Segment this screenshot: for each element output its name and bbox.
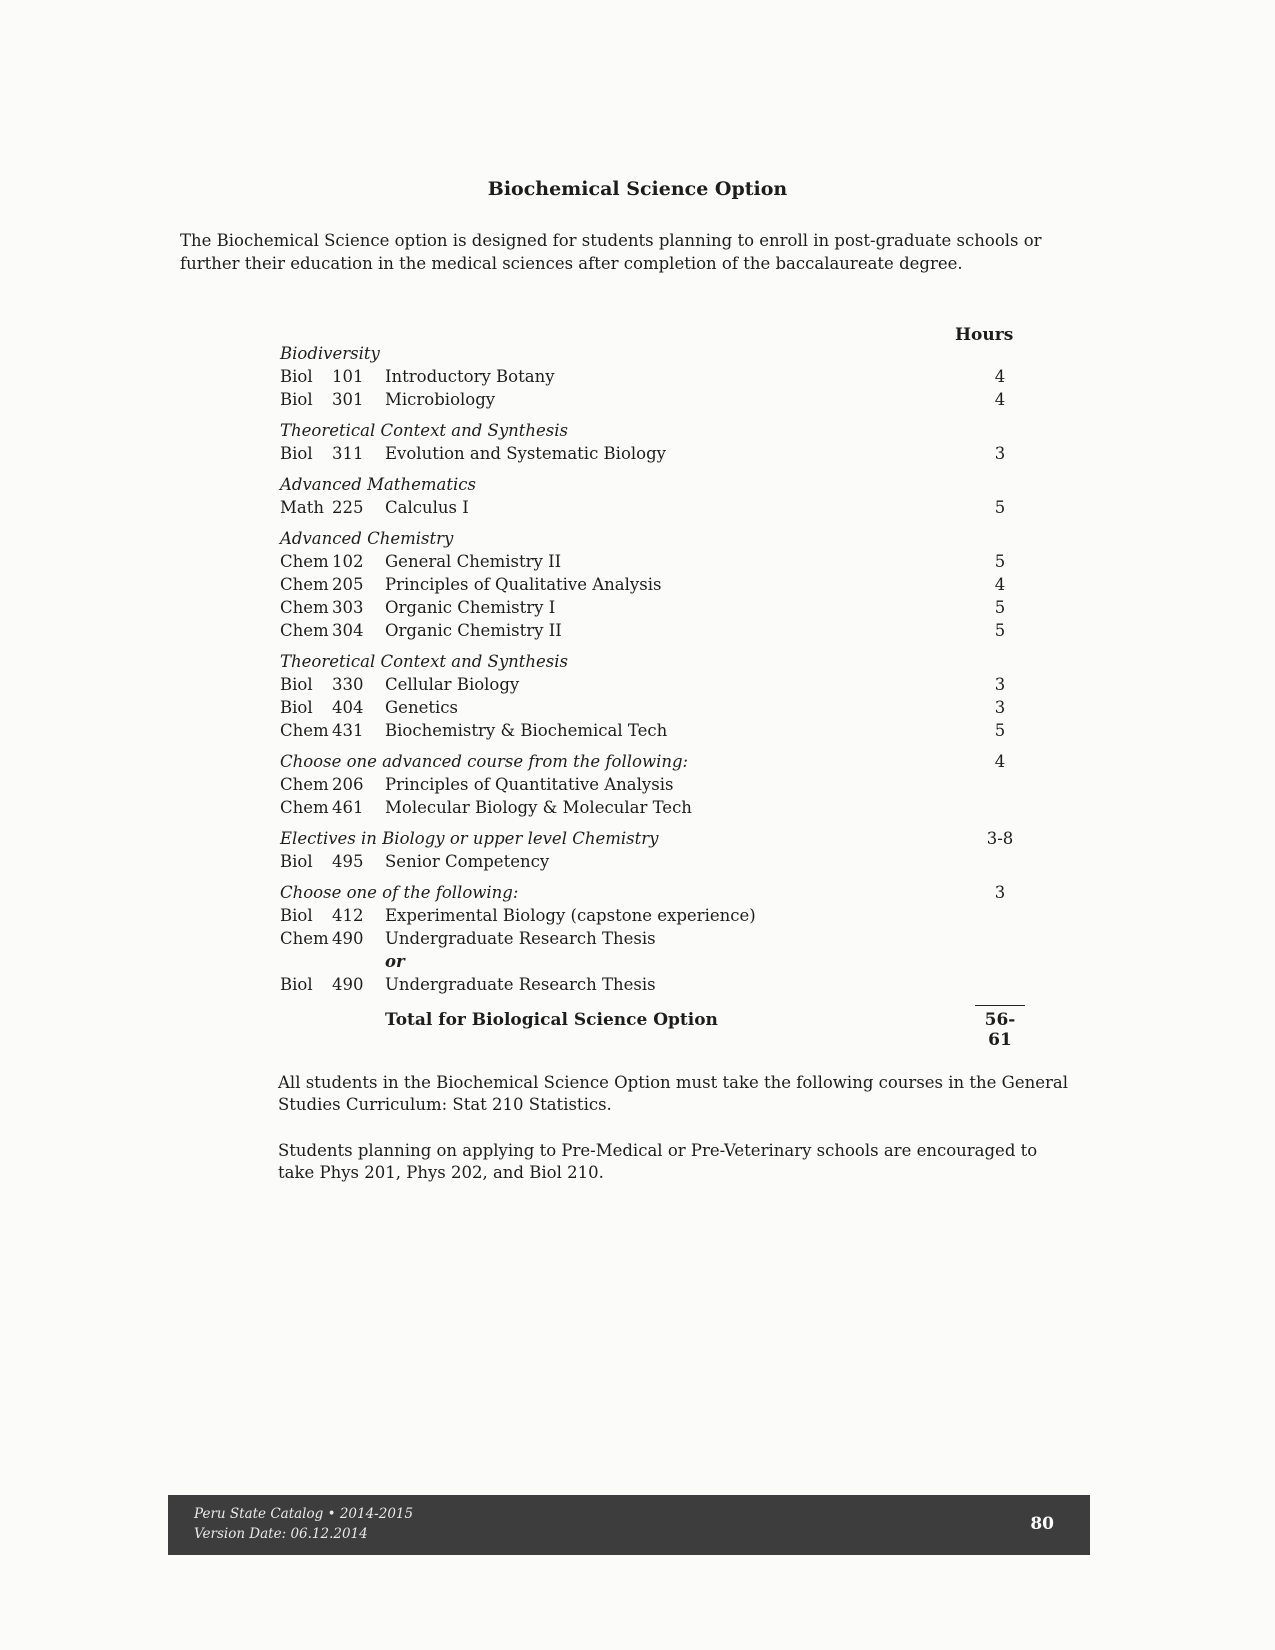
course-row (280, 550, 1040, 573)
course-dept: Biol (280, 852, 313, 871)
course-number: 490 (332, 929, 364, 948)
requirement-section (280, 527, 1040, 642)
course-hours: 5 (994, 498, 1006, 517)
course-title: Calculus I (385, 498, 469, 517)
course-row (280, 773, 1040, 796)
course-title: Introductory Botany (385, 367, 555, 386)
course-dept: Biol (280, 906, 313, 925)
section-heading (280, 527, 1040, 550)
course-title: Genetics (385, 698, 458, 717)
course-number: 330 (332, 675, 364, 694)
course-dept: Chem (280, 929, 329, 948)
course-hours: 5 (994, 552, 1006, 571)
section-hours: 3-8 (986, 829, 1014, 848)
section-heading-text: Theoretical Context and Synthesis (280, 421, 569, 440)
section-heading (280, 419, 1040, 442)
course-row (280, 927, 1040, 950)
section-heading-text: Choose one of the following: (280, 883, 519, 902)
course-dept: Chem (280, 598, 329, 617)
course-number: 303 (332, 598, 364, 617)
section-heading (280, 473, 1040, 496)
course-row (280, 619, 1040, 642)
course-number: 461 (332, 798, 364, 817)
course-title: or (385, 952, 405, 971)
course-number: 301 (332, 390, 364, 409)
course-row (280, 496, 1040, 519)
section-heading-text: Choose one advanced course from the following: (280, 752, 689, 771)
course-row (280, 904, 1040, 927)
course-title: Principles of Qualitative Analysis (385, 575, 662, 594)
course-number: 490 (332, 975, 364, 994)
total-row (280, 1010, 1040, 1050)
requirement-section (280, 650, 1040, 742)
section-heading-text: Theoretical Context and Synthesis (280, 652, 569, 671)
section-heading (280, 342, 1040, 365)
section-heading-text: Advanced Mathematics (280, 475, 476, 494)
page-footer (168, 1495, 1090, 1555)
course-title: Experimental Biology (capstone experience) (385, 906, 756, 925)
section-hours: 3 (994, 883, 1006, 902)
course-dept: Math (280, 498, 324, 517)
course-row (280, 596, 1040, 619)
section-heading (280, 750, 1040, 773)
course-hours: 3 (994, 675, 1006, 694)
course-hours: 5 (994, 721, 1006, 740)
course-row (280, 696, 1040, 719)
course-title: General Chemistry II (385, 552, 562, 571)
course-number: 311 (332, 444, 364, 463)
course-hours: 4 (994, 390, 1006, 409)
course-row (280, 796, 1040, 819)
or-separator (280, 950, 1040, 973)
course-number: 304 (332, 621, 364, 640)
course-dept: Biol (280, 444, 313, 463)
course-number: 431 (332, 721, 364, 740)
course-row (280, 388, 1040, 411)
course-dept: Biol (280, 698, 313, 717)
course-number: 404 (332, 698, 364, 717)
requirement-section (280, 473, 1040, 519)
section-heading-text: Biodiversity (280, 344, 380, 363)
course-number: 412 (332, 906, 364, 925)
course-number: 205 (332, 575, 364, 594)
course-hours: 3 (994, 698, 1006, 717)
general-studies-note: All students in the Biochemical Science Option must take the following courses in the General Studies Curriculum: Stat 210 Statistics. (278, 1073, 1069, 1114)
course-hours: 5 (994, 621, 1006, 640)
section-heading-text: Advanced Chemistry (280, 529, 454, 548)
requirement-section (280, 342, 1040, 411)
course-dept: Chem (280, 775, 329, 794)
course-dept: Chem (280, 552, 329, 571)
page-number: 80 (1030, 1514, 1054, 1534)
course-dept: Chem (280, 798, 329, 817)
course-number: 495 (332, 852, 364, 871)
footer-version: Version Date: 06.12.2014 (194, 1526, 368, 1542)
section-hours: 4 (994, 752, 1006, 771)
requirement-section (280, 827, 1040, 873)
course-number: 102 (332, 552, 364, 571)
course-title: Organic Chemistry II (385, 621, 562, 640)
course-title: Biochemistry & Biochemical Tech (385, 721, 668, 740)
course-row (280, 442, 1040, 465)
hours-column-header: Hours (955, 325, 1014, 345)
course-title: Microbiology (385, 390, 496, 409)
section-heading-text: Electives in Biology or upper level Chemistry (280, 829, 659, 848)
course-dept: Biol (280, 367, 313, 386)
course-dept: Biol (280, 390, 313, 409)
section-heading (280, 881, 1040, 904)
course-title: Organic Chemistry I (385, 598, 556, 617)
course-title: Principles of Quantitative Analysis (385, 775, 674, 794)
course-title: Undergraduate Research Thesis (385, 929, 656, 948)
course-hours: 4 (994, 575, 1006, 594)
course-title: Cellular Biology (385, 675, 520, 694)
course-row (280, 673, 1040, 696)
course-dept: Biol (280, 675, 313, 694)
section-heading (280, 827, 1040, 850)
course-row (280, 573, 1040, 596)
requirement-section (280, 750, 1040, 819)
course-title: Evolution and Systematic Biology (385, 444, 666, 463)
course-number: 101 (332, 367, 364, 386)
course-number: 206 (332, 775, 364, 794)
course-hours: 3 (994, 444, 1006, 463)
course-row (280, 973, 1040, 996)
requirement-section (280, 881, 1040, 996)
total-hours: 56-61 (975, 1005, 1025, 1050)
course-dept: Biol (280, 975, 313, 994)
course-title: Senior Competency (385, 852, 550, 871)
course-number: 225 (332, 498, 364, 517)
footer-catalog: Peru State Catalog • 2014-2015 (194, 1506, 414, 1522)
course-dept: Chem (280, 721, 329, 740)
course-requirements (280, 342, 1040, 1050)
course-title: Undergraduate Research Thesis (385, 975, 656, 994)
course-row (280, 850, 1040, 873)
total-label: Total for Biological Science Option (385, 1010, 718, 1030)
page-title: Biochemical Science Option (487, 178, 788, 200)
course-row (280, 365, 1040, 388)
course-dept: Chem (280, 621, 329, 640)
course-hours: 4 (994, 367, 1006, 386)
course-hours: 5 (994, 598, 1006, 617)
pre-professional-note: Students planning on applying to Pre-Medical or Pre-Veterinary schools are encouraged to take Phys 201, Phys 202, and Biol 210. (278, 1141, 1038, 1182)
course-row (280, 719, 1040, 742)
requirement-section (280, 419, 1040, 465)
course-title: Molecular Biology & Molecular Tech (385, 798, 692, 817)
section-heading (280, 650, 1040, 673)
course-dept: Chem (280, 575, 329, 594)
intro-paragraph: The Biochemical Science option is designed for students planning to enroll in post-graduate schools or further their education in the medical sciences after completion of the baccalaureate degree. (180, 231, 1042, 273)
